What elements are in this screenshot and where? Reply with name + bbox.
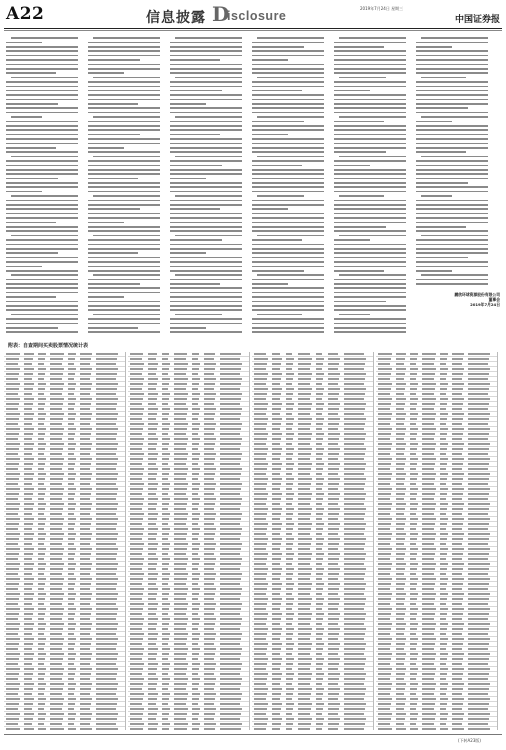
table-column-block [128, 352, 250, 730]
signature-block [390, 292, 500, 307]
text-line [334, 207, 410, 211]
text-line [416, 128, 492, 132]
text-line [170, 229, 246, 233]
signature-date: 2019年7月24日 [470, 302, 500, 307]
issue-date: 2019年7月24日 星期三 [360, 6, 404, 11]
text-line [6, 207, 82, 211]
text-line [416, 229, 492, 233]
text-line [334, 229, 410, 233]
table-row [252, 727, 373, 730]
text-line [170, 150, 246, 154]
text-line [88, 172, 164, 176]
header-rule [4, 28, 502, 29]
footer-rule [4, 734, 502, 735]
text-column [88, 36, 164, 338]
text-line [334, 330, 410, 334]
text-line [170, 308, 246, 312]
header-rule-thin [4, 30, 502, 31]
text-line [6, 286, 82, 290]
text-line [252, 128, 328, 132]
text-line [416, 71, 492, 75]
text-line [334, 106, 410, 110]
text-line [252, 308, 328, 312]
text-line [6, 106, 82, 110]
table-column-block [376, 352, 498, 730]
section-title-initial: D [212, 2, 230, 26]
table-column-block [252, 352, 374, 730]
page-number: A22 [6, 4, 45, 24]
text-line [170, 49, 246, 53]
text-line [416, 251, 492, 255]
text-line [252, 286, 328, 290]
text-line [6, 150, 82, 154]
text-line [252, 150, 328, 154]
text-line [88, 229, 164, 233]
text-line [334, 172, 410, 176]
text-line [88, 150, 164, 154]
text-line [252, 49, 328, 53]
text-line [6, 128, 82, 132]
text-line [88, 106, 164, 110]
text-line [6, 308, 82, 312]
table-row [128, 727, 249, 730]
text-line [252, 106, 328, 110]
text-column [170, 36, 246, 338]
signature-company: 鹏欣环球资源股份有限公司 [454, 292, 500, 297]
text-line [252, 330, 328, 334]
text-line [334, 308, 410, 312]
text-line [170, 330, 246, 334]
trading-table [4, 352, 502, 730]
text-line [88, 286, 164, 290]
section-title-en: isclosure [227, 9, 287, 23]
continued-note: (下转A23版) [458, 738, 481, 743]
text-line [252, 229, 328, 233]
text-line [334, 286, 410, 290]
text-line [416, 172, 492, 176]
text-column [252, 36, 328, 338]
text-line [252, 172, 328, 176]
table-heading: 附表：自查期间买卖股票情况统计表 [8, 343, 89, 349]
text-line [6, 172, 82, 176]
text-line [170, 286, 246, 290]
text-line [6, 229, 82, 233]
text-line [88, 308, 164, 312]
text-line [88, 49, 164, 53]
table-column-block [4, 352, 126, 730]
page-header [0, 0, 506, 28]
newspaper-masthead: 中国证券报 [455, 15, 501, 25]
table-row [376, 727, 497, 730]
text-line [334, 49, 410, 53]
text-line [252, 71, 328, 75]
section-title-cn: 信息披露 [146, 10, 206, 26]
text-line [88, 128, 164, 132]
text-line [170, 106, 246, 110]
text-line [170, 172, 246, 176]
text-line [334, 251, 410, 255]
table-row [4, 727, 125, 730]
text-line [252, 251, 328, 255]
text-line [334, 128, 410, 132]
text-line [88, 330, 164, 334]
text-line [170, 71, 246, 75]
text-column [6, 36, 82, 338]
text-line [6, 49, 82, 53]
text-line [6, 330, 82, 334]
text-line [416, 207, 492, 211]
text-line [416, 282, 492, 286]
signature-board: 董事会 [488, 297, 500, 302]
text-line [334, 71, 410, 75]
text-line [170, 128, 246, 132]
text-line [416, 49, 492, 53]
